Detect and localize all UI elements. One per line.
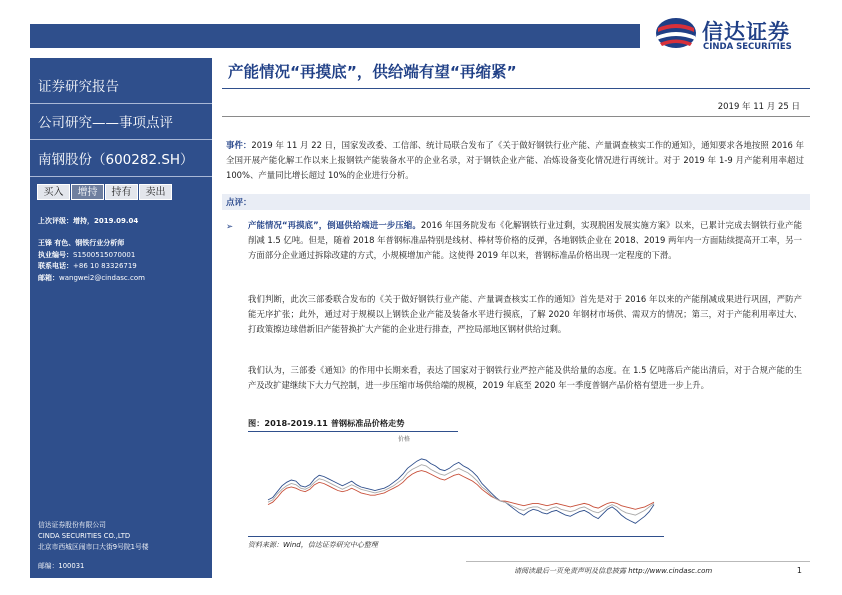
chart-series-line-1: [268, 459, 654, 523]
comment-label: 点评：: [226, 198, 252, 208]
analyst-info: [38, 238, 145, 284]
header-bar: [30, 24, 640, 48]
bullet-arrow-icon: ➢: [226, 222, 234, 232]
bullet-lead: 产能情况“再摸底”，倒逼供给端进一步压缩。: [248, 220, 421, 230]
company-postcode: 邮编：100031: [38, 562, 85, 570]
sidebar-divider: [30, 139, 212, 140]
footer-divider: [466, 561, 810, 562]
rating-hold: 持有: [105, 184, 138, 200]
brand-name: 信达证券: [702, 20, 790, 44]
license-number: S1500515070001: [73, 250, 136, 259]
phone-number: +86 10 83326719: [73, 262, 137, 270]
sidebar-divider: [30, 176, 212, 177]
figure-title: 图：2018-2019.11 普钢标准品价格走势: [248, 418, 458, 432]
email-label: 邮箱：: [38, 273, 59, 282]
event-text: 2019 年 11 月 22 日，国家发改委、工信部、统计局联合发布了《关于做好钢铁行业产能、产量调查核实工作的通知》，通知要求各地按照 2016 年全国开展产能化解工作以来上报钢铁产能装备水平的企业名录，对于钢铁企业产能、冶炼设备变化情况进行再统计。对于 2019 年 1-9 月产能利用率超过 100%、产量同比增长超过 10%的企业进行分析。: [226, 140, 804, 180]
brand-globe-icon: [654, 16, 698, 50]
company-info: [38, 520, 149, 572]
comment-section-header: [222, 194, 810, 210]
chart-legend: 价格: [398, 436, 411, 443]
phone-label: 联系电话：: [38, 262, 73, 270]
sidebar: [30, 58, 212, 578]
report-title: 产能情况“再摸底”，供给端有望“再缩紧”: [228, 63, 517, 81]
rating-scale: [37, 184, 173, 200]
price-chart-svg: [248, 434, 664, 534]
event-label: 事件：: [226, 140, 252, 150]
rating-overweight: 增持: [71, 184, 104, 200]
company-name-cn: 信达证券股份有限公司: [38, 521, 106, 529]
stock-name: 南钢股份（600282.SH）: [38, 152, 194, 168]
chart-series-line-2: [268, 471, 654, 510]
analysis-paragraph: 我们判断，此次三部委联合发布的《关于做好钢铁行业产能、产量调查核实工作的通知》首先是对于 2016 年以来的产能削减成果进行巩固，严防产能无序扩张；此外，通过对于规模以上钢铁企业产能及装备水平进行摸底，了解 2020 年钢材市场供、需双方的情况；第三，对于产能利用率过大、打政策擦边球借新旧产能替换扩大产能的企业进行排查，严控局部地区钢材供给过剩。: [248, 294, 802, 334]
outlook-paragraph: 我们认为，三部委《通知》的作用中长期来看，表达了国家对于钢铁行业严控产能及供给量的态度。在 1.5 亿吨落后产能出清后，对于合规产能的生产及改扩建继续下大力气控制，进一步压缩市场供给端的规模，2019 年底至 2020 年一季度普钢产品价格有望进一步上升。: [248, 365, 802, 390]
title-divider: [222, 88, 810, 89]
brand-name-en: CINDA SECURITIES: [703, 42, 792, 52]
report-type: 证券研究报告: [38, 79, 119, 95]
page-number: 1: [796, 566, 802, 575]
company-name-en: CINDA SECURITIES CO.,LTD: [38, 532, 131, 540]
bullet-paragraph: [248, 218, 802, 263]
sidebar-divider: [30, 103, 212, 104]
previous-rating: 上次评级：增持，2019.09.04: [38, 217, 139, 225]
analyst-role: 有色、钢铁行业分析师: [54, 239, 125, 247]
price-chart: [248, 434, 664, 534]
brand-logo: [654, 14, 814, 54]
event-paragraph: [226, 138, 804, 183]
report-date: 2019 年 11 月 25 日: [717, 102, 800, 112]
date-divider: [222, 116, 810, 117]
report-category: 公司研究——事项点评: [38, 115, 173, 131]
rating-sell: 卖出: [139, 184, 172, 200]
bullet-text: 2016 年国务院发布《化解钢铁行业过剩，实现脱困发展实施方案》以来，已累计完成去钢铁行业产能削减 1.5 亿吨。但是，随着 2018 年普钢标准品特别是线材、棒材等价格的反弹，各地钢铁企业在 2018、2019 两年内一方面陆续提高开工率，另一方面部分企业通过拆除改建的方式，小规模增加产能。这使得 2019 年以来，普钢标准品价格出现一定程度的下滑。: [248, 220, 802, 260]
rating-buy: 买入: [37, 184, 70, 200]
figure-divider: [248, 536, 664, 537]
license-label: 执业编号：: [38, 250, 73, 259]
analyst-name: 王锋: [38, 239, 52, 247]
figure-source: 资料来源：Wind，信达证券研究中心整理: [248, 541, 378, 549]
company-address: 北京市西城区闹市口大街9号院1号楼: [38, 543, 149, 551]
footer-disclaimer[interactable]: 请阅读最后一页免责声明及信息披露 http://www.cindasc.com: [514, 567, 713, 575]
email-address[interactable]: wangwei2@cindasc.com: [59, 273, 145, 282]
